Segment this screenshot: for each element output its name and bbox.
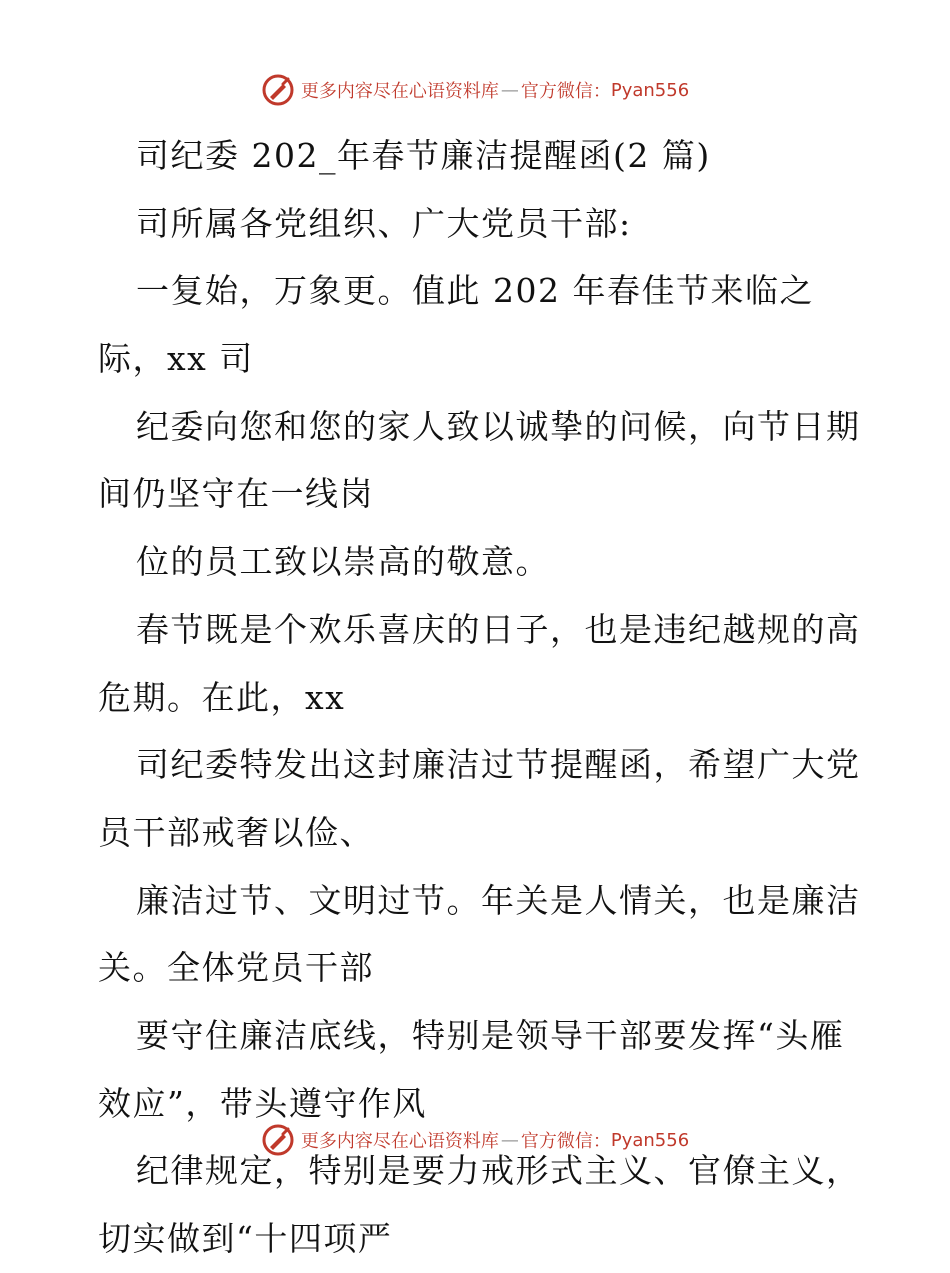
- document-line: 位的员工致以崇高的敬意。: [136, 542, 550, 582]
- document-line: 春节既是个欢乐喜庆的日子，也是违纪越规的高: [136, 609, 861, 649]
- pen-logo-icon: [261, 1123, 295, 1157]
- document-line: 司纪委 202_年春节廉洁提醒函(2 篇): [136, 136, 711, 175]
- watermark-separator: —: [500, 1129, 519, 1151]
- document-line: 一复始，万象更。值此 202 年春佳节来临之: [136, 271, 814, 311]
- document-line: 要守住廉洁底线，特别是领导干部要发挥“头雁: [136, 1015, 845, 1055]
- watermark-wechat-id: Pyan556: [610, 79, 690, 101]
- watermark-header: [0, 70, 950, 110]
- document-body: [98, 122, 861, 1273]
- document-line: 效应”，带头遵守作风: [98, 1083, 427, 1123]
- watermark-footer: [0, 1120, 950, 1160]
- document-line: 司所属各党组织、广大党员干部:: [136, 203, 632, 243]
- document-line: 司纪委特发出这封廉洁过节提醒函，希望广大党: [136, 745, 861, 785]
- watermark-wechat-label: 官方微信：: [520, 81, 611, 102]
- watermark-separator: —: [500, 79, 519, 101]
- document-line: 纪委向您和您的家人致以诚挚的问候，向节日期: [136, 406, 861, 446]
- watermark-wechat-id: Pyan556: [610, 1129, 690, 1151]
- watermark-text: 更多内容尽在心语资料库: [300, 81, 499, 102]
- document-line: 关。全体党员干部: [98, 948, 374, 988]
- document-line: 间仍坚守在一线岗: [98, 474, 374, 514]
- document-line: 切实做到“十四项严: [98, 1219, 393, 1258]
- document-line: 廉洁过节、文明过节。年关是人情关，也是廉洁: [136, 880, 861, 920]
- pen-logo-icon: [261, 73, 295, 107]
- watermark-wechat-label: 官方微信：: [520, 1131, 611, 1152]
- watermark-text: 更多内容尽在心语资料库: [300, 1131, 499, 1152]
- document-line: 纪律规定，特别是要力戒形式主义、官僚主义，: [136, 1151, 861, 1191]
- document-line: 员干部戒奢以俭、: [98, 812, 374, 852]
- document-line: 危期。在此，xx: [98, 677, 346, 717]
- document-line: 际，xx 司: [98, 339, 254, 379]
